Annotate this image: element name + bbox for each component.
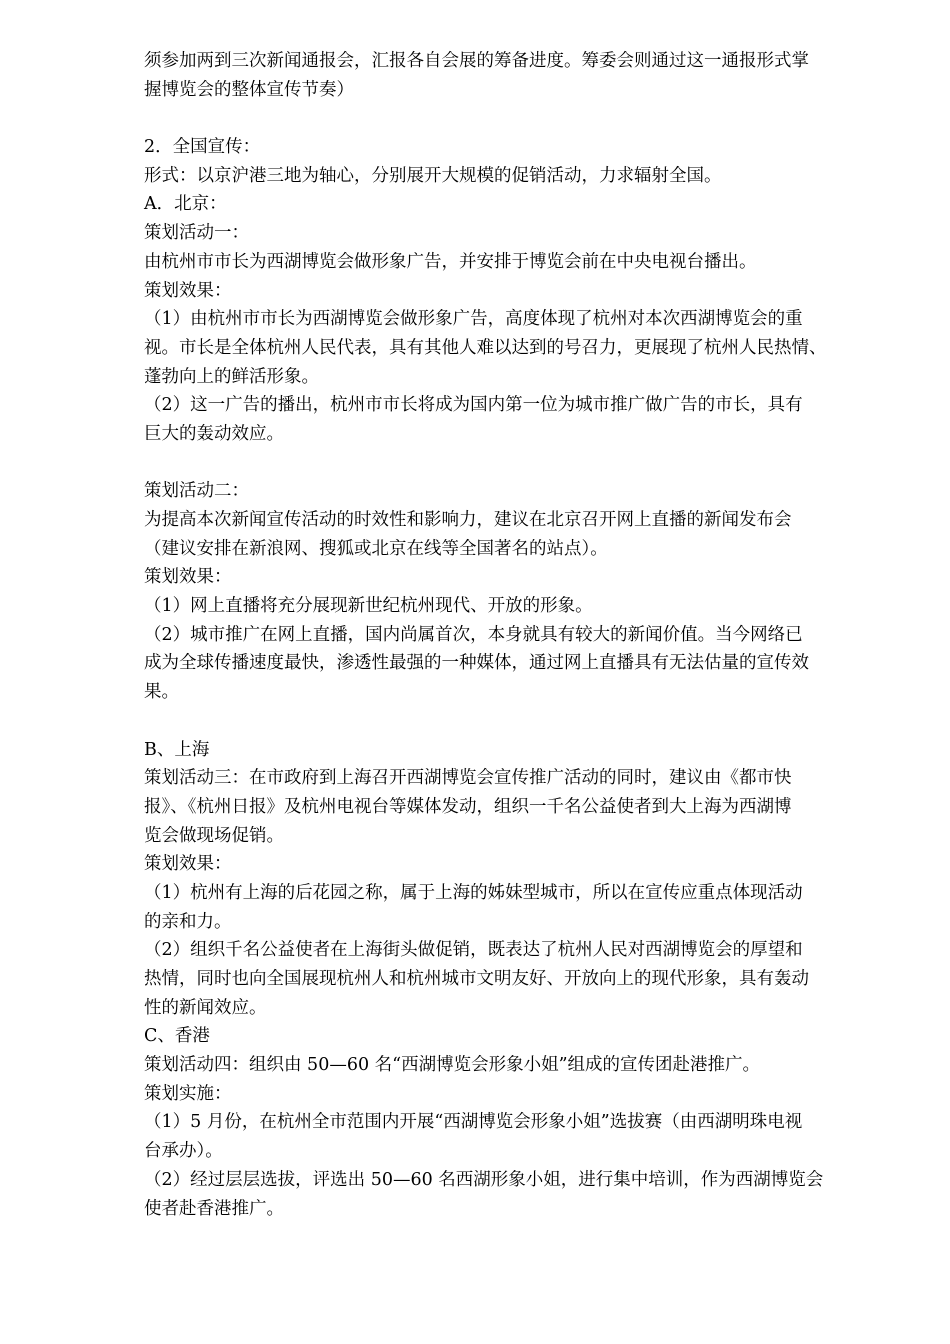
activity-heading: 策划活动一：	[144, 223, 249, 244]
text-line: 成为全球传播速度最快，渗透性最强的一种媒体，通过网上直播具有无法估量的宣传效	[144, 653, 809, 674]
text-line: 握博览会的整体宣传节奏）	[144, 79, 354, 100]
text-line: 巨大的轰动效应。	[144, 423, 284, 444]
text-line: 视。市长是全体杭州人民代表，具有其他人难以达到的号召力，更展现了杭州人民热情、	[144, 337, 827, 358]
text-line: 报》、《杭州日报》及杭州电视台等媒体发动，组织一千名公益使者到大上海为西湖博	[144, 796, 792, 817]
blank-line	[144, 104, 888, 133]
text-line: 蓬勃向上的鲜活形象。	[144, 366, 319, 387]
text-line: 为提高本次新闻宣传活动的时效性和影响力，建议在北京召开网上直播的新闻发布会	[144, 510, 792, 530]
text-line: 由杭州市市长为西湖博览会做形象广告，并安排于博览会前在中央电视台播出。	[144, 251, 757, 272]
text-line: 形式：以京沪港三地为轴心，分别展开大规模的促销活动，力求辐射全国。	[144, 165, 722, 186]
text-line: （2）经过层层选拔，评选出 50—60 名西湖形象小姐，进行集中培训，作为西湖博览会	[144, 1169, 824, 1190]
text-line: 使者赴香港推广。	[144, 1198, 284, 1219]
blank-line	[144, 449, 888, 478]
activity-heading: 策划活动二：	[144, 481, 249, 502]
text-line: （2）城市推广在网上直播，国内尚属首次，本身就具有较大的新闻价值。当今网络已	[144, 624, 803, 645]
text-line: （建议安排在新浪网、搜狐或北京在线等全国著名的站点）。	[144, 538, 608, 559]
text-line: 览会做现场促销。	[144, 825, 284, 846]
section-heading: 2．全国宣传：	[144, 137, 261, 158]
effect-heading: 策划效果：	[144, 280, 232, 301]
text-line: 果。	[144, 682, 179, 703]
document-body	[144, 47, 888, 1223]
text-line: 的亲和力。	[144, 911, 232, 932]
text-line: （2）组织千名公益使者在上海街头做促销，既表达了杭州人民对西湖博览会的厚望和	[144, 940, 803, 961]
text-line: 策划活动三：在市政府到上海召开西湖博览会宣传推广活动的同时，建议由《都市快	[144, 768, 792, 789]
subsection-heading: A．北京：	[144, 194, 227, 215]
text-line: 策划活动四：组织由 50—60 名“西湖博览会形象小姐”组成的宣传团赴港推广。	[144, 1055, 761, 1076]
blank-line	[144, 707, 888, 736]
text-line: （2）这一广告的播出，杭州市市长将成为国内第一位为城市推广做广告的市长，具有	[144, 395, 803, 416]
text-line: 台承办）。	[144, 1141, 223, 1162]
text-line: （1）由杭州市市长为西湖博览会做形象广告，高度体现了杭州对本次西湖博览会的重	[144, 309, 803, 330]
effect-heading: 策划效果：	[144, 854, 232, 875]
text-line: 性的新闻效应。	[144, 997, 267, 1018]
text-line: （1）杭州有上海的后花园之称，属于上海的姊妹型城市，所以在宣传应重点体现活动	[144, 882, 803, 903]
text-line: （1）5 月份，在杭州全市范围内开展“西湖博览会形象小姐”选拔赛（由西湖明珠电视	[144, 1112, 803, 1133]
text-line: 须参加两到三次新闻通报会，汇报各自会展的筹备进度。筹委会则通过这一通报形式掌	[144, 51, 809, 71]
implementation-heading: 策划实施：	[144, 1083, 232, 1104]
effect-heading: 策划效果：	[144, 567, 232, 588]
subsection-heading: B、上海	[144, 739, 210, 760]
subsection-heading: C、香港	[144, 1026, 210, 1047]
text-line: 热情，同时也向全国展现杭州人和杭州城市文明友好、开放向上的现代形象，具有轰动	[144, 969, 809, 989]
text-line: （1）网上直播将充分展现新世纪杭州现代、开放的形象。	[144, 596, 593, 617]
